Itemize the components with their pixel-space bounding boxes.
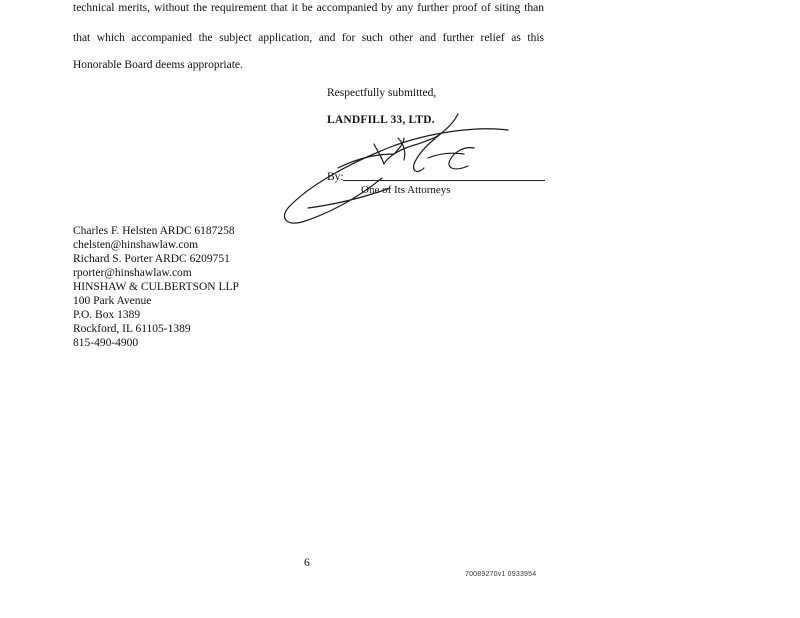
city-state-zip: Rockford, IL 61105-1389: [73, 323, 191, 335]
body-text-line-2: that which accompanied the subject application, and for such other and further relief as this: [73, 32, 544, 44]
signature-caption: One of Its Attorneys: [361, 184, 451, 196]
company-name: LANDFILL 33, LTD.: [327, 114, 435, 126]
law-firm-name: HINSHAW & CULBERTSON LLP: [73, 281, 239, 293]
phone-number: 815-490-4900: [73, 337, 139, 349]
attorney-1-name: Charles F. Helsten ARDC 6187258: [73, 225, 235, 237]
by-label: By:: [327, 171, 344, 183]
attorney-2-email: rporter@hinshawlaw.com: [73, 267, 192, 279]
attorney-1-email: chelsten@hinshawlaw.com: [73, 239, 199, 251]
po-box: P.O. Box 1389: [73, 309, 141, 321]
attorney-contact-block: [73, 224, 239, 350]
page-number: 6: [304, 557, 310, 569]
closing-salutation: Respectfully submitted,: [327, 87, 437, 99]
body-text-line-1: technical merits, without the requirement that it be accompanied by any further proof of siting than: [73, 2, 544, 14]
body-text-line-3: Honorable Board deems appropriate.: [73, 59, 243, 71]
handwritten-signature: [278, 108, 518, 230]
signature-line: [343, 180, 545, 181]
attorney-2-name: Richard S. Porter ARDC 6209751: [73, 253, 230, 265]
street-address: 100 Park Avenue: [73, 295, 152, 307]
document-id: 70089270v1 0933954: [465, 571, 537, 578]
